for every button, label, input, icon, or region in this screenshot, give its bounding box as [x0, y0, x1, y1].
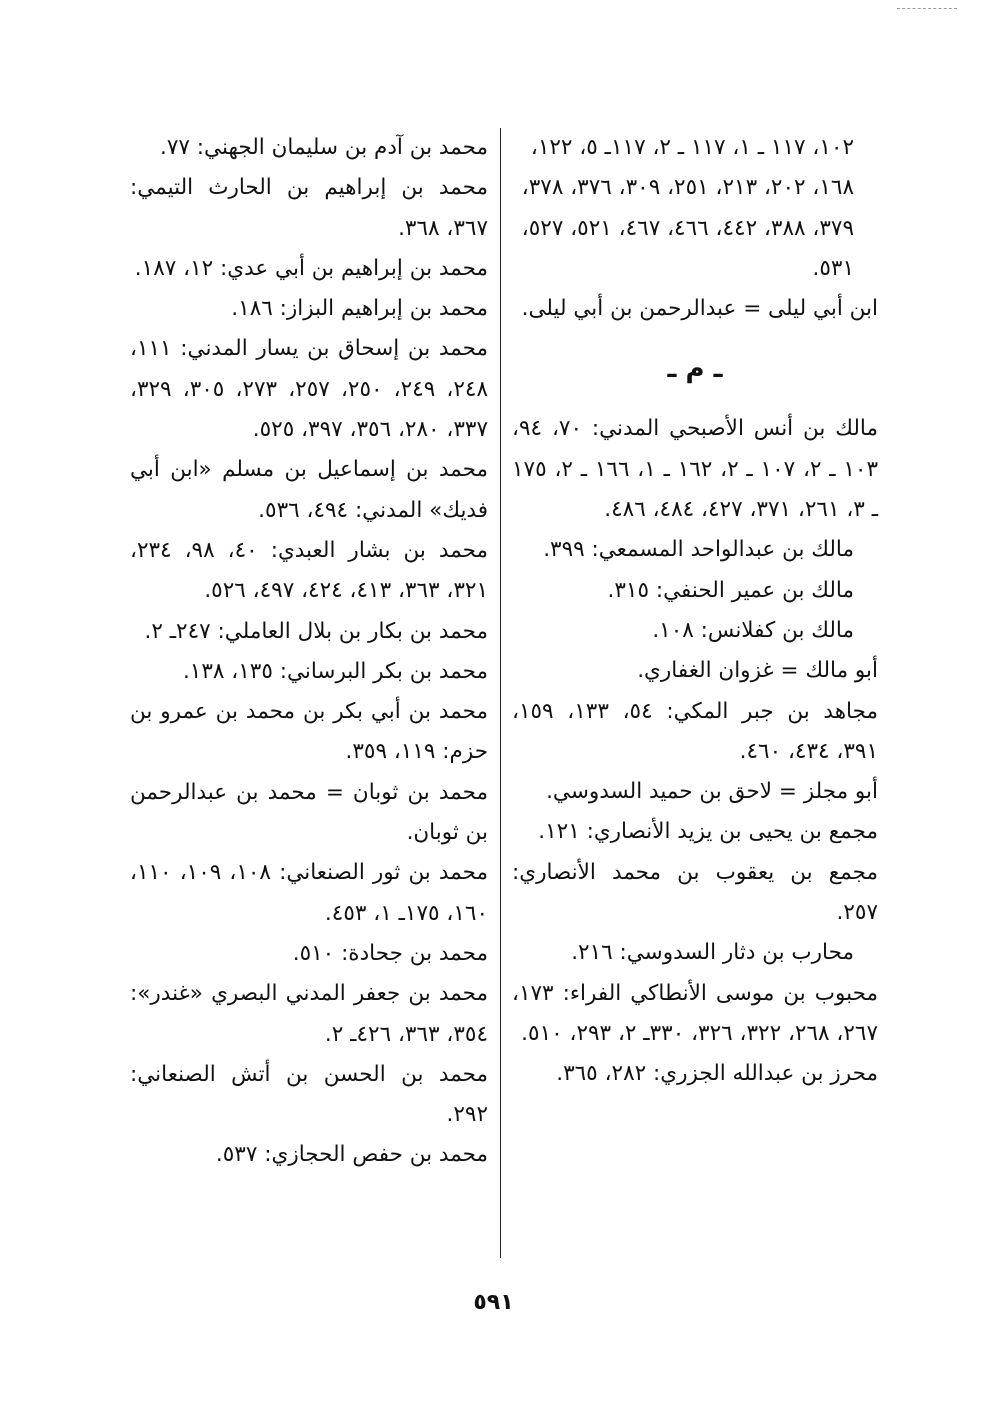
index-entry: محمد بن إسحاق بن يسار المدني: ١١١، ٢٤٨، ٢٤٩، ٢٥٠، ٢٥٧، ٢٧٣، ٣٠٥، ٣٢٩، ٣٣٧، ٢٨٠، ٣٥٦، ٣٩٧، ٥٢٥.: [130, 336, 489, 443]
index-entry: ابن أبي ليلى = عبدالرحمن بن أبي ليلى.: [521, 296, 878, 322]
index-entry: محارب بن دثار السدوسي: ٢١٦.: [571, 940, 854, 966]
index-entry: محمد بن بكر البرساني: ١٣٥، ١٣٨.: [182, 658, 488, 684]
column-divider: [500, 128, 501, 1258]
index-entry: محمد بن الحسن بن أتش الصنعاني: ٢٩٢.: [130, 1061, 488, 1128]
index-entry: محرز بن عبدالله الجزري: ٢٨٢، ٣٦٥.: [556, 1061, 878, 1087]
left-column: [130, 128, 488, 1176]
index-entry: محمد بن إسماعيل بن مسلم «ابن أبي فديك» المدني: ٤٩٤، ٥٣٦.: [130, 457, 488, 523]
index-entry: مالك بن عمير الحنفي: ٣١٥.: [607, 577, 854, 603]
entry-continuation: ١٠٢، ١١٧ ـ ١، ١١٧ ـ ٢، ١١٧ـ ٥، ١٢٢، ١٦٨، ٢٠٢، ٢١٣، ٢٥١، ٣٠٩، ٣٧٦، ٣٧٨، ٣٧٩، ٣٨٨، ٤٤٢، ٤٦٦، ٤٦٧، ٥٢١، ٥٢٧، ٥٣١.: [521, 135, 854, 281]
index-entry: مالك بن كفلانس: ١٠٨.: [652, 617, 854, 643]
index-entry: محمد بن إبراهيم بن أبي عدي: ١٢، ١٨٧.: [134, 255, 488, 281]
index-entry: محمد بن جعفر المدني البصري «غندر»: ٣٥٤، ٣٦٣، ٤٢٦ـ ٢.: [130, 981, 488, 1047]
index-entry: محمد بن ثوبان = محمد بن عبدالرحمن بن ثوبان.: [130, 779, 488, 846]
page-number: ٥٩١: [473, 1290, 514, 1315]
scan-mark: [897, 8, 957, 11]
index-entry: مجاهد بن جبر المكي: ٥٤، ١٣٣، ١٥٩، ٣٩١، ٤٣٤، ٤٦٠.: [512, 698, 878, 764]
letter-heading: ـ م ـ: [667, 354, 723, 385]
index-entry: محمد بن آدم بن سليمان الجهني: ٧٧.: [160, 135, 488, 160]
index-entry: أبو مجلز = لاحق بن حميد السدوسي.: [546, 779, 878, 805]
index-entry: مجمع بن يحيى بن يزيد الأنصاري: ١٢١.: [538, 819, 878, 845]
index-entry: محمد بن ثور الصنعاني: ١٠٨، ١٠٩، ١١٠، ١٦٠، ١٧٥ـ ١، ٤٥٣.: [130, 860, 488, 926]
index-entry: محبوب بن موسى الأنطاكي الفراء: ١٧٣، ٢٦٧، ٢٦٨، ٣٢٢، ٣٢٦، ٣٣٠ـ ٢، ٢٩٣، ٥١٠.: [512, 980, 878, 1046]
right-column: [512, 128, 878, 1095]
index-entry: محمد بن أبي بكر بن محمد بن عمرو بن حزم: ١١٩، ٣٥٩.: [130, 699, 488, 765]
index-entry: مالك بن عبدالواحد المسمعي: ٣٩٩.: [543, 537, 854, 563]
index-entry: مالك بن أنس الأصبحي المدني: ٧٠، ٩٤، ١٠٣ ـ ٢، ١٠٧ ـ ٢، ١٦٢ ـ ١، ١٦٦ ـ ٢، ١٧٥ ـ ٣، ٢٦١، ٣٧١، ٤٢٧، ٤٨٤، ٤٨٦.: [512, 416, 879, 523]
index-entry: محمد بن إبراهيم بن الحارث التيمي: ٣٦٧، ٣٦٨.: [130, 175, 488, 241]
index-entry: مجمع بن يعقوب بن محمد الأنصاري: ٢٥٧.: [512, 859, 878, 926]
index-entry: محمد بن جحادة: ٥١٠.: [292, 940, 488, 966]
index-entry: محمد بن إبراهيم البزاز: ١٨٦.: [231, 296, 488, 322]
index-entry: محمد بن حفص الحجازي: ٥٣٧.: [215, 1142, 488, 1168]
index-entry: محمد بن بكار بن بلال العاملي: ٢٤٧ـ ٢.: [144, 618, 488, 644]
index-entry: أبو مالك = غزوان الغفاري.: [637, 658, 878, 684]
index-entry: محمد بن بشار العبدي: ٤٠، ٩٨، ٢٣٤، ٣٢١، ٣٦٣، ٤١٣، ٤٢٤، ٤٩٧، ٥٢٦.: [130, 537, 488, 604]
